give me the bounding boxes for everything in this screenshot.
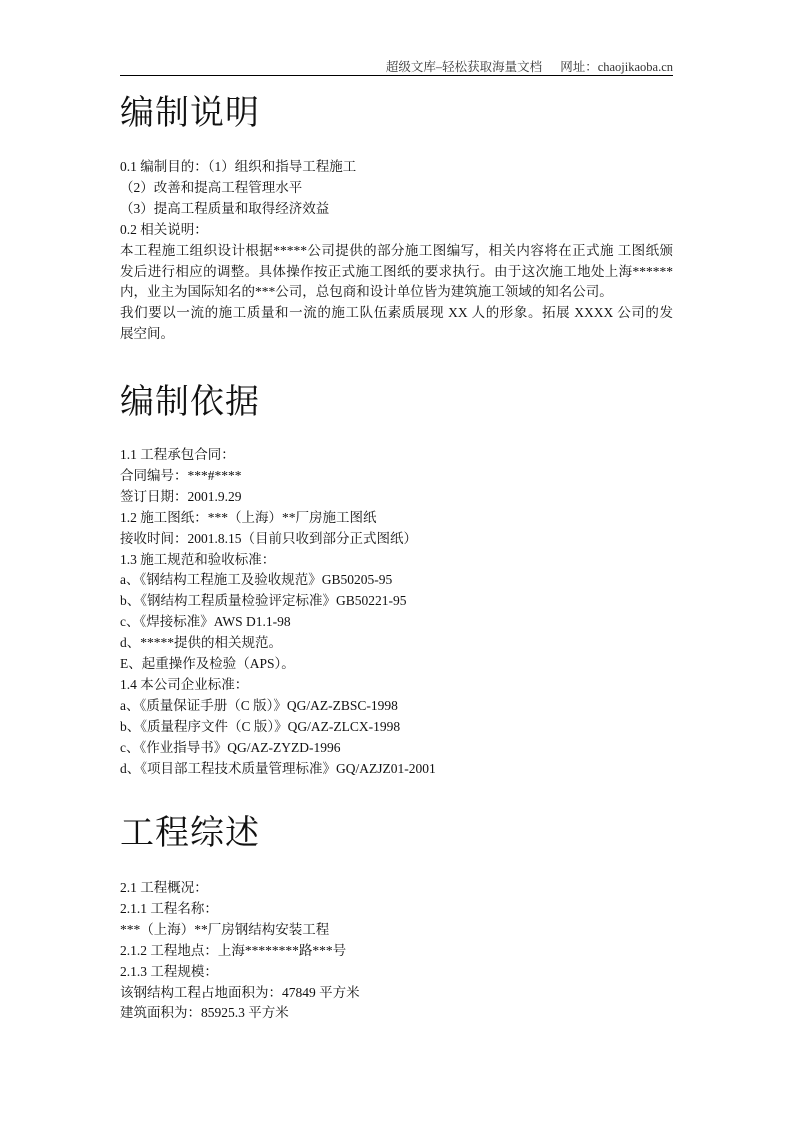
section-title: 工程综述 — [120, 815, 260, 852]
text-line: 2.1.1 工程名称： — [120, 900, 218, 916]
text-line: 本工程施工组织设计根据*****公司提供的部分施工图编写，相关内容将在正式施 工图纸颁 — [120, 242, 673, 258]
text-line: 2.1.2 工程地点：上海********路***号 — [120, 942, 347, 958]
text-line: 该钢结构工程占地面积为：47849 平方米 — [120, 984, 360, 1000]
text-line: E、起重操作及检验（APS）。 — [120, 656, 295, 672]
section-compilation-notes — [120, 94, 673, 345]
section-project-overview — [120, 814, 673, 1024]
text-line: c、《作业指导书》QG/AZ-ZYZD-1996 — [120, 739, 341, 755]
text-line: 2.1.3 工程规模： — [120, 963, 218, 979]
header-url: 网址：chaojikaoba.cn — [560, 60, 673, 74]
section-title: 编制说明 — [120, 95, 260, 132]
section-body — [120, 445, 673, 780]
page-header — [120, 57, 673, 75]
section-body — [120, 157, 673, 345]
text-line: 展空间。 — [120, 326, 174, 342]
text-line: 0.1 编制目的：（1）组织和指导工程施工 — [120, 159, 357, 174]
text-line: b、《钢结构工程质量检验评定标准》GB50221-95 — [120, 593, 407, 609]
section-title: 编制依据 — [120, 384, 260, 421]
text-line: d、*****提供的相关规范。 — [120, 635, 282, 651]
text-line: ***（上海）**厂房钢结构安装工程 — [120, 921, 330, 937]
text-line: 1.4 本公司企业标准： — [120, 676, 249, 692]
text-line: c、《焊接标准》AWS D1.1-98 — [120, 614, 291, 630]
text-line: 合同编号：***#**** — [120, 467, 242, 483]
text-line: 2.1 工程概况： — [120, 880, 208, 895]
text-line: 0.2 相关说明： — [120, 221, 208, 237]
text-line: b、《质量程序文件（C 版）》QG/AZ-ZLCX-1998 — [120, 718, 401, 734]
header-rule — [120, 75, 673, 76]
text-line: 内，业主为国际知名的***公司，总包商和设计单位皆为建筑施工领域的知名公司。 — [120, 284, 613, 300]
section-body — [120, 878, 673, 1024]
text-line: a、《钢结构工程施工及验收规范》GB50205-95 — [120, 572, 393, 588]
section-compilation-basis — [120, 383, 673, 780]
text-line: a、《质量保证手册（C 版）》QG/AZ-ZBSC-1998 — [120, 697, 398, 713]
text-line: 签订日期：2001.9.29 — [120, 488, 242, 504]
text-line: d、《项目部工程技术质量管理标准》GQ/AZJZ01-2001 — [120, 760, 436, 776]
text-line: 1.2 施工图纸：***（上海）**厂房施工图纸 — [120, 509, 377, 525]
text-line: （2）改善和提高工程管理水平 — [120, 179, 303, 195]
header-site: 超级文库–轻松获取海量文档 — [385, 60, 543, 74]
text-line: 1.3 施工规范和验收标准： — [120, 551, 276, 567]
text-line: 接收时间：2001.8.15（目前只收到部分正式图纸） — [120, 530, 417, 546]
text-line: 我们要以一流的施工质量和一流的施工队伍素质展现 XX 人的形象。拓展 XXXX 公司的发 — [120, 305, 673, 321]
text-line: 1.1 工程承包合同： — [120, 447, 235, 462]
text-line: （3）提高工程质量和取得经济效益 — [120, 200, 330, 216]
text-line: 建筑面积为：85925.3 平方米 — [120, 1005, 289, 1021]
text-line: 发后进行相应的调整。具体操作按正式施工图纸的要求执行。由于这次施工地处上海****** — [120, 263, 673, 279]
